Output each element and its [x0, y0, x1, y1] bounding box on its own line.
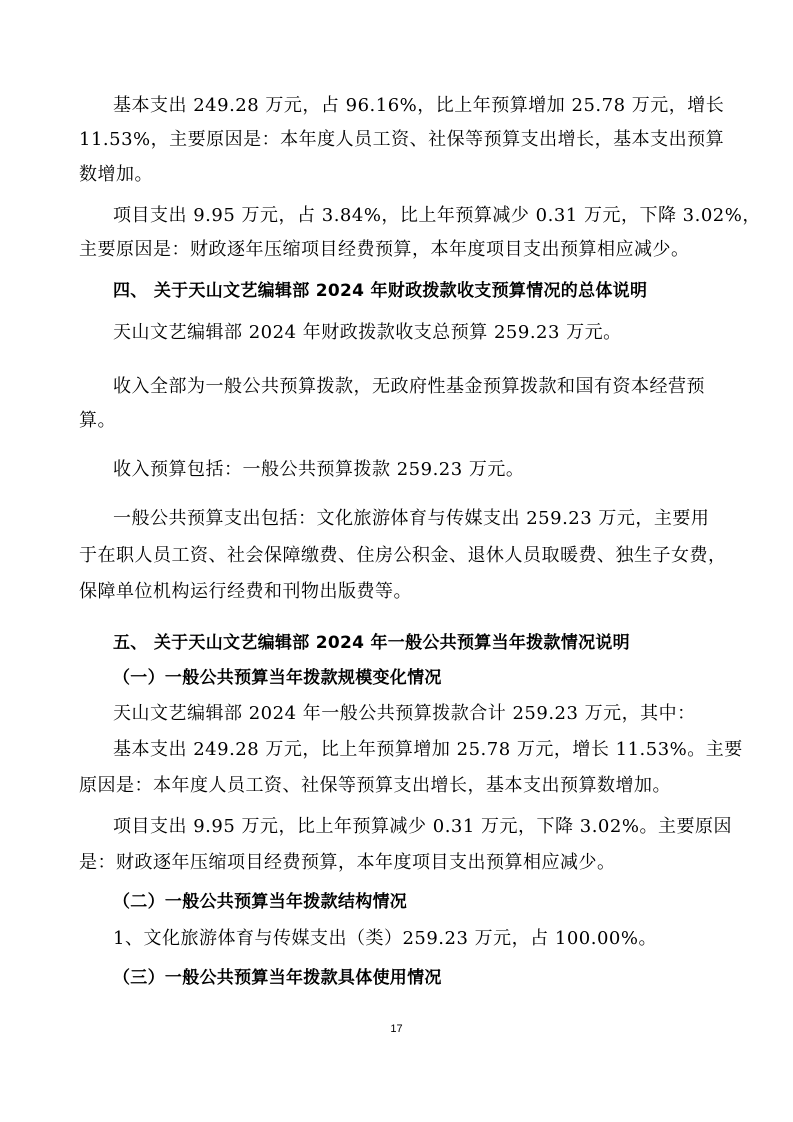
paragraph-line: 基本支出 249.28 万元，比上年预算增加 25.78 万元，增长 11.53%。主要: [113, 739, 743, 760]
paragraph-line: 项目支出 9.95 万元，占 3.84%，比上年预算减少 0.31 万元，下降 3.02%，: [113, 205, 761, 226]
paragraph-line: 天山文艺编辑部 2024 年财政拨款收支总预算 259.23 万元。: [113, 322, 622, 343]
section-heading: 四、 关于天山文艺编辑部 2024 年财政拨款收支预算情况的总体说明: [113, 281, 648, 301]
paragraph-line: 原因是：本年度人员工资、社保等预算支出增长，基本支出预算数增加。: [79, 775, 671, 796]
paragraph-line: 一般公共预算支出包括：文化旅游体育与传媒支出 259.23 万元，主要用: [113, 508, 710, 529]
paragraph-line: 主要原因是：财政逐年压缩项目经费预算，本年度项目支出预算相应减少。: [79, 239, 690, 260]
paragraph-line: 是：财政逐年压缩项目经费预算，本年度项目支出预算相应减少。: [79, 852, 616, 873]
paragraph-line: 收入全部为一般公共预算拨款，无政府性基金预算拨款和国有资本经营预: [113, 376, 705, 397]
section-heading: 五、 关于天山文艺编辑部 2024 年一般公共预算当年拨款情况说明: [113, 633, 630, 653]
paragraph-line: 收入预算包括：一般公共预算拨款 259.23 万元。: [113, 459, 525, 480]
page-number: 17: [390, 1023, 403, 1035]
paragraph-line: 保障单位机构运行经费和刊物出版费等。: [79, 581, 412, 602]
paragraph-line: 于在职人员工资、社会保障缴费、住房公积金、退休人员取暖费、独生子女费，: [79, 545, 727, 566]
paragraph-line: 项目支出 9.95 万元，比上年预算减少 0.31 万元，下降 3.02%。主要原因: [113, 816, 732, 837]
paragraph-line: 天山文艺编辑部 2024 年一般公共预算拨款合计 259.23 万元，其中：: [113, 703, 696, 724]
paragraph-line: 11.53%，主要原因是：本年度人员工资、社保等预算支出增长，基本支出预算: [79, 129, 725, 150]
paragraph-line: 数增加。: [79, 164, 153, 185]
paragraph-line: 1、文化旅游体育与传媒支出（类）259.23 万元，占 100.00%。: [113, 928, 657, 949]
paragraph-line: 算。: [79, 410, 116, 431]
subsection-heading: （二）一般公共预算当年拨款结构情况: [113, 892, 408, 912]
subsection-heading: （一）一般公共预算当年拨款规模变化情况: [113, 668, 442, 688]
paragraph-line: 基本支出 249.28 万元，占 96.16%，比上年预算增加 25.78 万元，增长: [113, 95, 725, 116]
subsection-heading: （三）一般公共预算当年拨款具体使用情况: [113, 968, 442, 988]
